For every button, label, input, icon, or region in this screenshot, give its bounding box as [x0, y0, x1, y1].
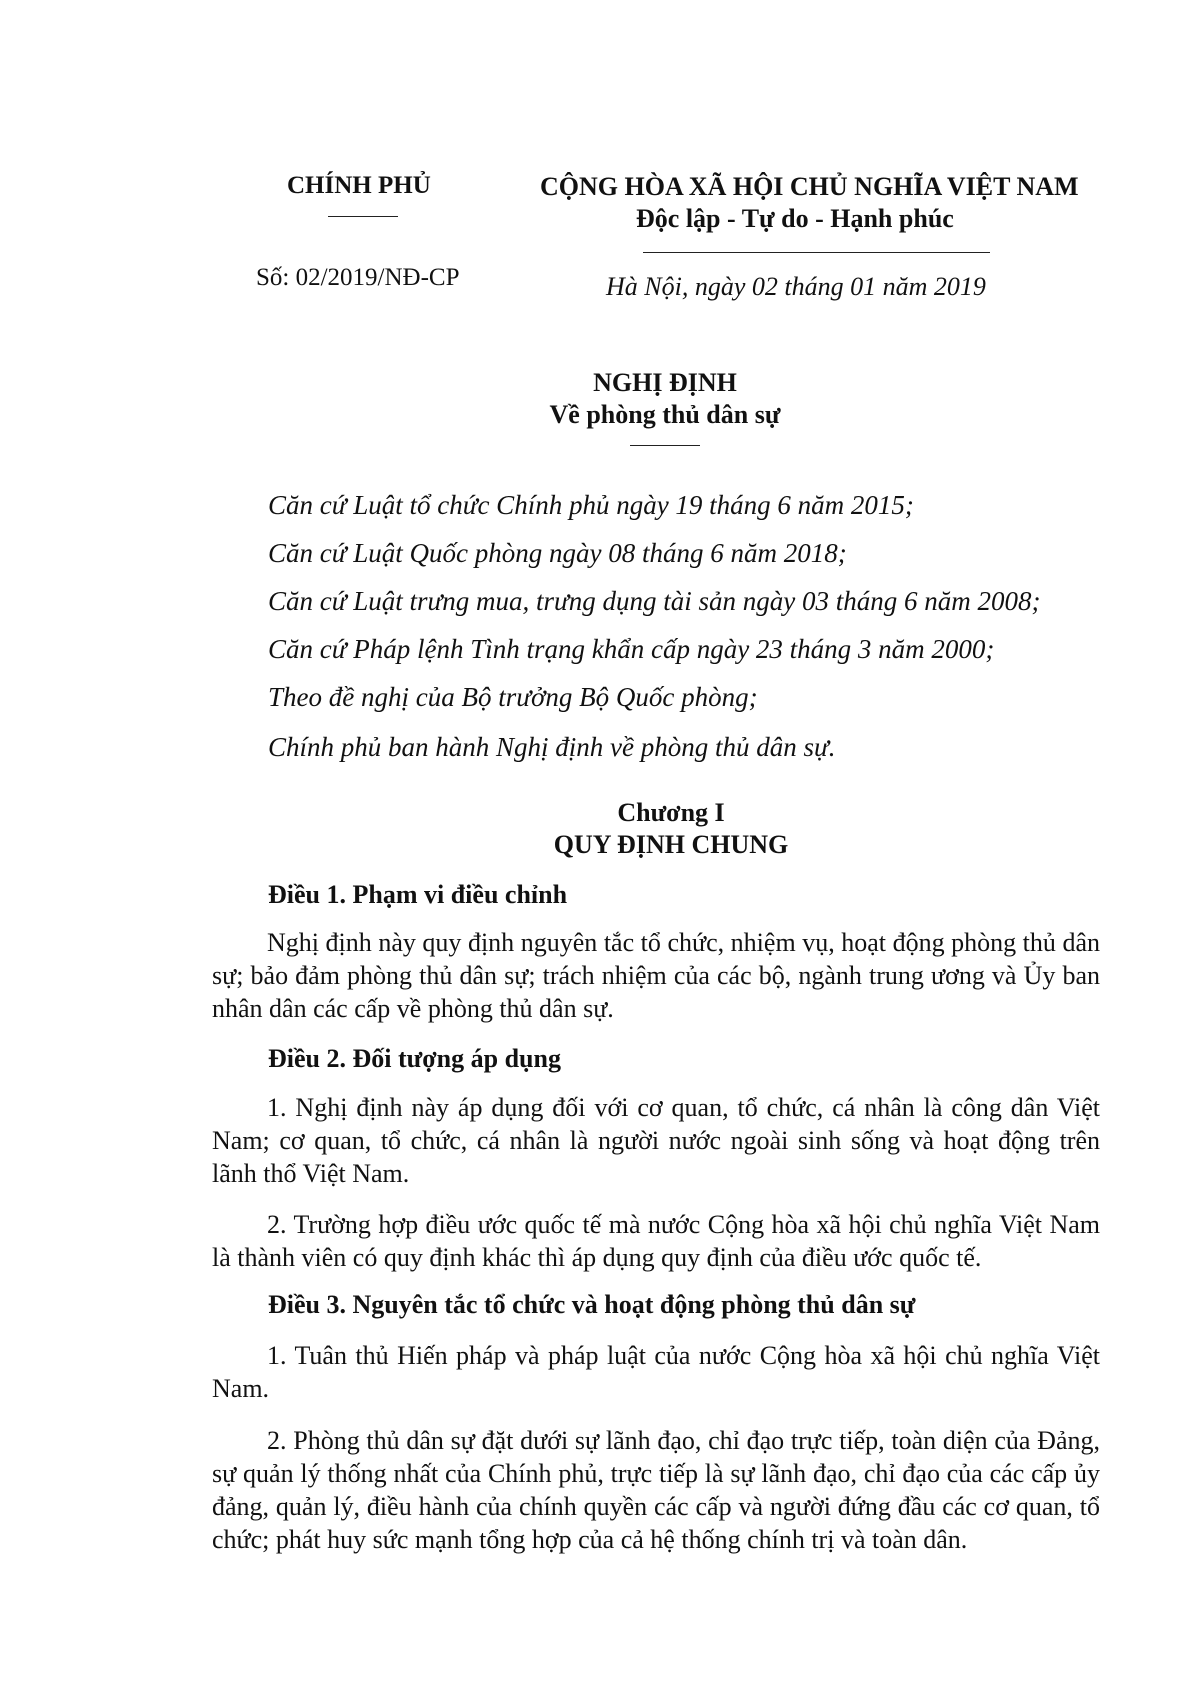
article-paragraph: 2. Trường hợp điều ước quốc tế mà nước Cộng hòa xã hội chủ nghĩa Việt Nam là thành viên có quy định khác thì áp dụng quy định của điều ước quốc tế.	[212, 1210, 1100, 1272]
article-title: Điều 3. Nguyên tắc tổ chức và hoạt động phòng thủ dân sự	[268, 1290, 916, 1319]
article-title: Điều 2. Đối tượng áp dụng	[268, 1044, 561, 1073]
title-underline	[630, 445, 700, 446]
national-motto: Độc lập - Tự do - Hạnh phúc	[636, 204, 954, 233]
article-paragraph: 1. Tuân thủ Hiến pháp và pháp luật của nước Cộng hòa xã hội chủ nghĩa Việt Nam.	[212, 1341, 1100, 1403]
article-paragraph: 2. Phòng thủ dân sự đặt dưới sự lãnh đạo, chỉ đạo trực tiếp, toàn diện của Đảng, sự quản lý thống nhất của Chính phủ, trực tiếp là sự lãnh đạo, chỉ đạo của các cấp ủy đảng, quản lý, điều hành của chính quyền các cấp và người đứng đầu các cơ quan, tổ chức; phát huy sức mạnh tổng hợp của cả hệ thống chính trị và toàn dân.	[212, 1426, 1100, 1554]
basis-line: Căn cứ Luật Quốc phòng ngày 08 tháng 6 năm 2018;	[268, 538, 847, 568]
basis-line: Chính phủ ban hành Nghị định về phòng thủ dân sự.	[268, 732, 836, 762]
basis-line: Căn cứ Pháp lệnh Tình trạng khẩn cấp ngày 23 tháng 3 năm 2000;	[268, 634, 995, 664]
article-paragraph: Nghị định này quy định nguyên tắc tổ chức, nhiệm vụ, hoạt động phòng thủ dân sự; bảo đảm phòng thủ dân sự; trách nhiệm của các bộ, ngành trung ương và Ủy ban nhân dân các cấp về phòng thủ dân sự.	[212, 928, 1100, 1023]
document-type: NGHỊ ĐỊNH	[593, 368, 737, 397]
basis-line: Theo đề nghị của Bộ trưởng Bộ Quốc phòng;	[268, 682, 758, 712]
motto-underline	[643, 252, 990, 253]
chapter-number: Chương I	[617, 798, 725, 827]
article-paragraph: 1. Nghị định này áp dụng đối với cơ quan, tổ chức, cá nhân là công dân Việt Nam; cơ quan, tổ chức, cá nhân là người nước ngoài sinh sống và hoạt động trên lãnh thổ Việt Nam.	[212, 1093, 1100, 1188]
article-title: Điều 1. Phạm vi điều chỉnh	[268, 880, 568, 909]
basis-line: Căn cứ Luật trưng mua, trưng dụng tài sản ngày 03 tháng 6 năm 2008;	[268, 586, 1041, 616]
basis-line: Căn cứ Luật tổ chức Chính phủ ngày 19 tháng 6 năm 2015;	[268, 490, 914, 520]
issuing-agency: CHÍNH PHỦ	[287, 172, 431, 199]
agency-underline	[328, 216, 398, 217]
document-number: Số: 02/2019/NĐ-CP	[256, 264, 460, 291]
country-name: CỘNG HÒA XÃ HỘI CHỦ NGHĨA VIỆT NAM	[540, 172, 1079, 201]
document-subject: Về phòng thủ dân sự	[549, 400, 781, 429]
place-date: Hà Nội, ngày 02 tháng 01 năm 2019	[606, 272, 986, 301]
chapter-title: QUY ĐỊNH CHUNG	[553, 830, 789, 859]
